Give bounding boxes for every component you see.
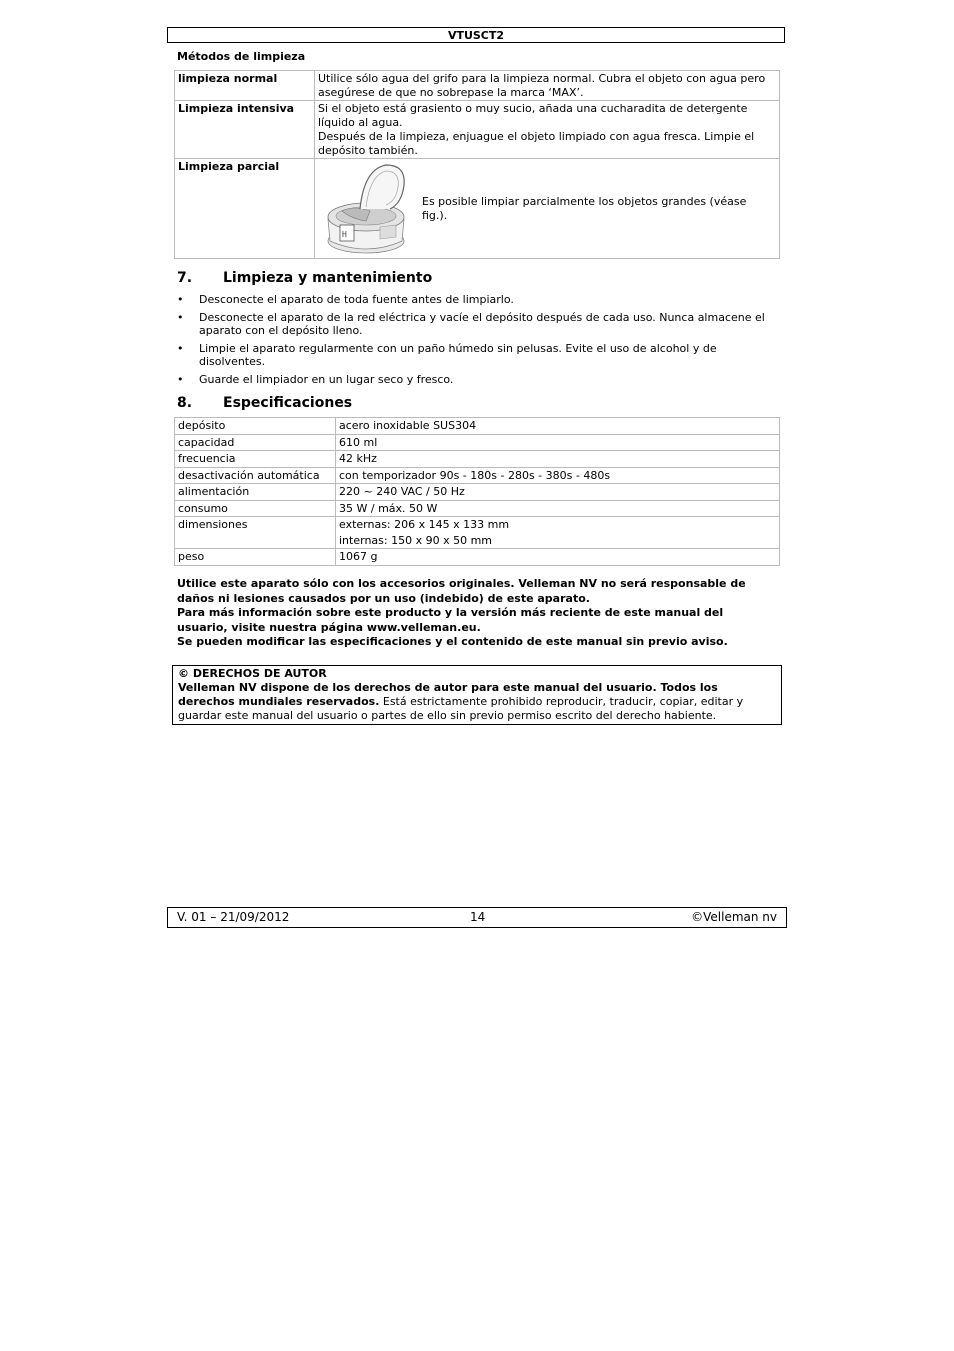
methods-table — [174, 70, 780, 259]
footer-version: V. 01 – 21/09/2012 — [177, 910, 290, 924]
section-number: 7. — [177, 270, 193, 286]
method-label: Limpieza parcial — [175, 159, 315, 259]
section-number: 8. — [177, 395, 193, 411]
header-model-box — [167, 27, 785, 43]
partial-cleaning-text: Es posible limpiar parcialmente los objetos grandes (véase fig.). — [422, 195, 747, 222]
header-model: VTUSCT2 — [447, 29, 505, 42]
ultrasonic-cleaner-illustration — [320, 161, 412, 257]
method-description: Utilice sólo agua del grifo para la limpieza normal. Cubra el objeto con agua pero asegúrese de que no sobrepase la marca ‘MAX’. — [315, 71, 780, 101]
maintenance-list — [177, 293, 767, 390]
section-title: Limpieza y mantenimiento — [223, 270, 433, 286]
list-item: • Guarde el limpiador en un lugar seco y fresco. — [177, 372, 454, 386]
method-description: Si el objeto está grasiento o muy sucio, añada una cucharadita de detergente líquido al agua. Después de la limpieza, enjuague el objeto limpiado con agua fresca. Limpie el depósito también. — [315, 101, 780, 159]
notice-paragraph: Para más información sobre este producto y la versión más reciente de este manual del usuario, visite nuestra página www.velleman.eu. — [177, 606, 724, 634]
list-item: • Limpie el aparato regularmente con un paño húmedo sin pelusas. Evite el uso de alcohol y de disolventes. — [177, 341, 717, 368]
table-row: peso 1067 g — [175, 549, 780, 566]
table-row: capacidad 610 ml — [175, 434, 780, 451]
copyright-text: Velleman NV dispone de los derechos de autor para este manual del usuario. Todos los derechos mundiales reservados. Está estrictamente prohibido reproducir, traducir, copiar, editar y guardar este manual del usuario o partes de ello sin previo permiso escrito del derecho habiente. — [178, 681, 744, 722]
methods-title: Métodos de limpieza — [177, 50, 306, 63]
section-8-heading — [177, 395, 352, 411]
section-7-heading — [177, 270, 432, 286]
table-row — [175, 101, 780, 159]
table-row — [175, 159, 780, 259]
usage-notice — [177, 577, 777, 650]
notice-paragraph: Se pueden modificar las especificaciones y el contenido de este manual sin previo aviso. — [177, 635, 728, 648]
bullet-icon: • — [177, 341, 184, 355]
table-row: consumo 35 W / máx. 50 W — [175, 500, 780, 517]
table-row: frecuencia 42 kHz — [175, 451, 780, 468]
table-row: desactivación automática con temporizador 90s - 180s - 280s - 380s - 480s — [175, 467, 780, 484]
method-label: Limpieza intensiva — [175, 101, 315, 159]
copyright-title: © DERECHOS DE AUTOR — [178, 667, 327, 680]
table-row: alimentación 220 ~ 240 VAC / 50 Hz — [175, 484, 780, 501]
bullet-icon: • — [177, 293, 184, 306]
list-item: • Desconecte el aparato de toda fuente antes de limpiarlo. — [177, 293, 514, 306]
list-item: • Desconecte el aparato de la red eléctrica y vacíe el depósito después de cada uso. Nunca almacene el aparato con el depósito lleno. — [177, 310, 765, 337]
method-label: limpieza normal — [175, 71, 315, 101]
copyright-box — [172, 665, 782, 725]
bullet-icon: • — [177, 372, 184, 386]
specifications-table — [174, 417, 780, 566]
table-row — [175, 71, 780, 101]
table-row: dimensiones externas: 206 x 145 x 133 mm internas: 150 x 90 x 50 mm — [175, 517, 780, 549]
notice-paragraph: Utilice este aparato sólo con los accesorios originales. Velleman NV no será responsable de daños ni lesiones causados por un uso (indebido) de este aparato. — [177, 577, 746, 605]
svg-text:H: H — [342, 230, 347, 239]
page-footer — [167, 907, 787, 928]
section-title: Especificaciones — [223, 395, 353, 411]
method-description — [315, 159, 780, 259]
bullet-icon: • — [177, 310, 184, 324]
table-row: depósito acero inoxidable SUS304 — [175, 418, 780, 435]
footer-copyright: ©Velleman nv — [691, 910, 777, 924]
page-number: 14 — [470, 910, 486, 924]
